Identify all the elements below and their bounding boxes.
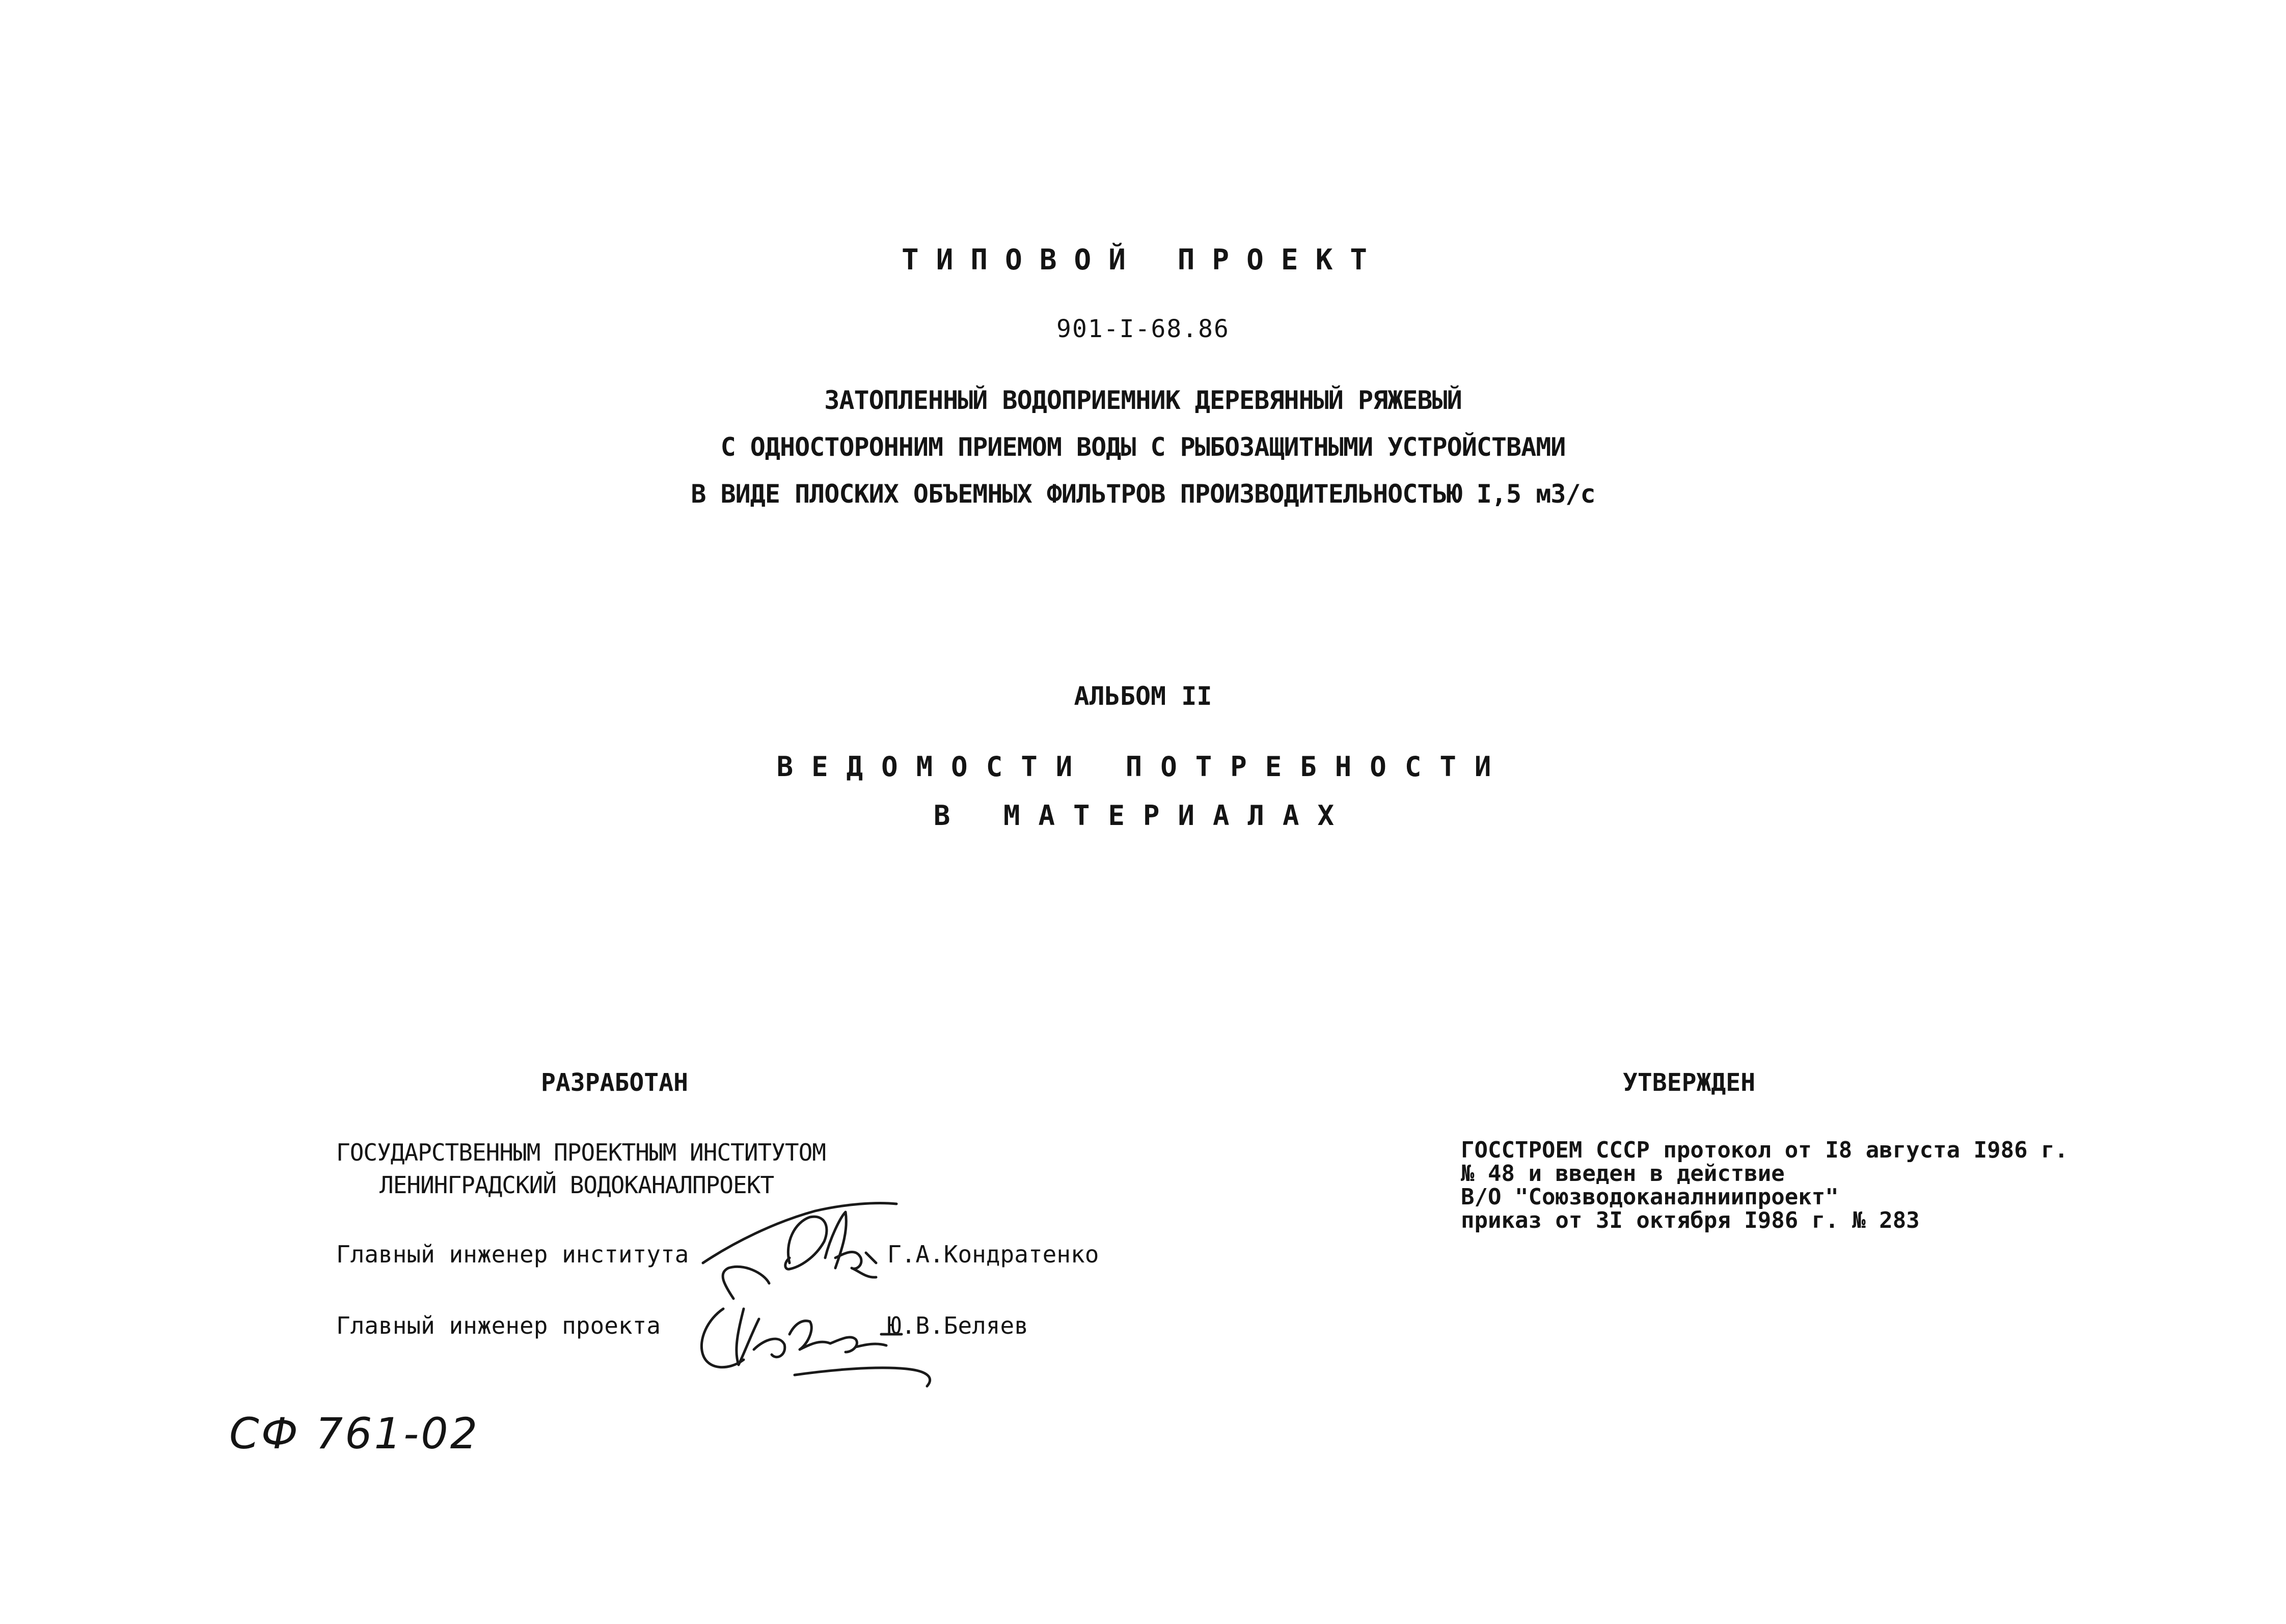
signatory-role-2: Главный инженер проекта [336,1312,661,1339]
project-type-heading: ТИПОВОЙ ПРОЕКТ [901,243,1384,277]
approval-details [1461,1139,2068,1232]
approval-line-1: ГОССТРОЕМ СССР протокол от I8 августа I986 г. [1461,1137,2069,1163]
section-title-line-2: В МАТЕРИАЛАХ [933,800,1353,832]
developer-org-line-2: ЛЕНИНГРАДСКИЙ ВОДОКАНАЛПРОЕКТ [379,1171,774,1199]
project-title-line-1: ЗАТОПЛЕННЫЙ ВОДОПРИЕМНИК ДЕРЕВЯННЫЙ РЯЖЕВЫЙ [824,386,1462,415]
project-title-line-2: С ОДНОСТОРОННИМ ПРИЕМОМ ВОДЫ С РЫБОЗАЩИТНЫМИ УСТРОЙСТВАМИ [720,432,1566,462]
signatory-role-1: Главный инженер института [336,1241,689,1268]
approval-line-3: В/О "Союзводоканалниипроект" [1461,1184,1839,1210]
signatory-name-2: Ю.В.Беляев [887,1312,1028,1339]
section-title-line-1: ВЕДОМОСТИ ПОТРЕБНОСТИ [776,751,1510,783]
approved-heading: УТВЕРЖДЕН [1623,1068,1756,1097]
project-title [0,377,2286,517]
project-code: 901-I-68.86 [1056,315,1230,343]
section-title [0,742,2286,840]
signature-graphic [662,1181,947,1395]
album-label: АЛЬБОМ II [1074,681,1212,711]
approval-line-2: № 48 и введен в действие [1461,1161,1785,1187]
project-title-line-3: В ВИДЕ ПЛОСКИХ ОБЪЕМНЫХ ФИЛЬТРОВ ПРОИЗВОДИТЕЛЬНОСТЬЮ I,5 м3/с [691,479,1595,509]
signatory-name-1: Г.А.Кондратенко [887,1241,1099,1268]
approval-line-4: приказ от 3I октября I986 г. № 283 [1461,1207,1920,1233]
handwritten-archive-number: СФ 761-02 [229,1409,480,1458]
developed-heading: РАЗРАБОТАН [541,1068,688,1097]
developer-org-line-1: ГОСУДАРСТВЕННЫМ ПРОЕКТНЫМ ИНСТИТУТОМ [336,1139,826,1166]
